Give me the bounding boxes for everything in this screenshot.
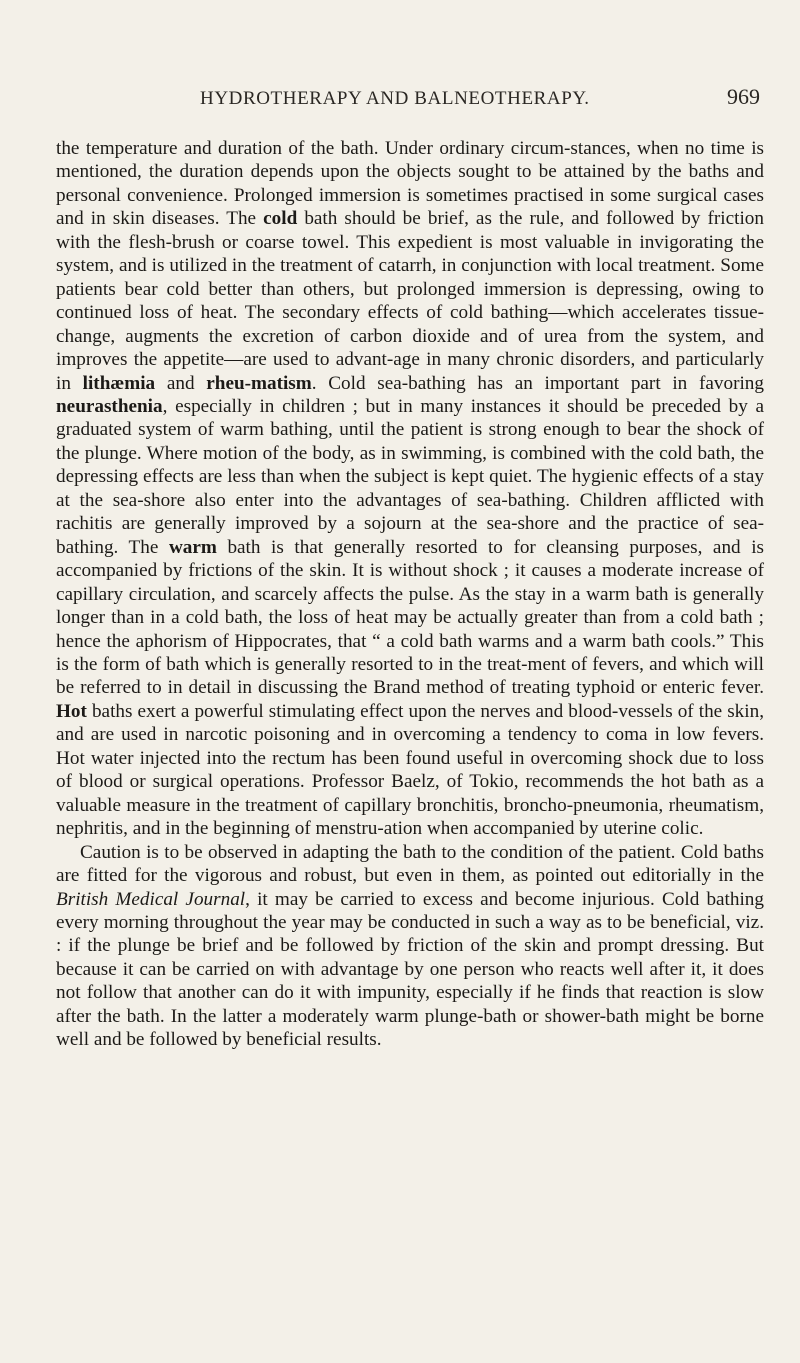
bold-term-hot: Hot [56, 700, 87, 722]
text-run: , especially in children ; but in many instances it should be preceded by a graduated system of warm bathing, until the patient is strong enough to bear the shock of the plunge. Where motion of the body, as in swimming, is combined with the cold bath, the depressing effects are less than when the subject is kept quiet. The hygienic effects of a stay at the sea-shore also enter into the advantages of sea-bathing. Children afflicted with rachitis are generally improved by a sojourn at the sea-shore and the practice of sea-bathing. The [56, 395, 764, 558]
running-head: HYDROTHERAPY AND BALNEOTHERAPY. [200, 88, 590, 109]
bold-term-cold: cold [263, 208, 298, 230]
bold-term-neurasthenia: neurasthenia [56, 395, 163, 417]
journal-title: British Medical Journal [56, 888, 246, 910]
bold-term-lithaemia: lithæmia [82, 372, 156, 394]
text-run: , it may be carried to excess and become injurious. Cold bathing every morning throughout the year may be conducted in such a way as to be beneficial, viz. : if the plunge be brief and be followed by friction of the skin and prompt dressing. But because it can be carried on with advantage by one person who reacts well after it, it does not follow that another can do it with impunity, especially if he finds that reaction is slow after the bath. In the latter a moderately warm plunge-bath or shower-bath might be borne well and be followed by beneficial results. [56, 888, 764, 1051]
page-number: 969 [727, 84, 760, 109]
text-run: and [155, 372, 207, 394]
paragraph-2 [56, 841, 764, 1052]
text-run: bath should be brief, as the rule, and followed by friction with the flesh-brush or coarse towel. This expedient is most valuable in invigorating the system, and is utilized in the treatment of catarrh, in conjunction with local treatment. Some patients bear cold better than others, but prolonged immersion is depressing, owing to continued loss of heat. The secondary effects of cold bathing—which accelerates tissue-change, augments the excretion of carbon dioxide and of urea from the system, and improves the appetite—are used to advant-age in many chronic disorders, and particularly in [56, 208, 764, 394]
text-run: the temperature and duration of the bath. Under ordinary circum-stances, when no time is mentioned, the duration depends upon the objects sought to be attained by the baths and personal convenience. Prolonged immersion is sometimes practised in some surgical cases and in skin diseases. The [56, 138, 764, 230]
text-run: bath is that generally resorted to for cleansing purposes, and is accompanied by frictions of the skin. It is without shock ; it causes a moderate increase of capillary circulation, and scarcely affects the pulse. As the stay in a warm bath is generally longer than in a cold bath, the loss of heat may be actually greater than from a cold bath ; hence the aphorism of Hippocrates, that “ a cold bath warms and a warm bath cools.” This is the form of bath which is generally resorted to in the treat-ment of fevers, and which will be referred to in detail in discussing the Brand method of treating typhoid or enteric fever. [56, 536, 764, 699]
bold-term-rheumatism: rheu-matism [206, 372, 312, 394]
bold-term-warm: warm [168, 536, 217, 558]
text-run: Caution is to be observed in adapting the bath to the condition of the patient. Cold baths are fitted for the vigorous and robust, but even in them, as pointed out editorially in the [56, 841, 764, 887]
body-text [56, 137, 764, 1052]
text-run: baths exert a powerful stimulating effect upon the nerves and blood-vessels of the skin, and are used in narcotic poisoning and in overcoming a tendency to coma in low fevers. Hot water injected into the rectum has been found useful in overcoming shock due to loss of blood or surgical operations. Professor Baelz, of Tokio, recommends the hot bath as a valuable measure in the treatment of capillary bronchitis, broncho-pneumonia, rheumatism, nephritis, and in the beginning of menstru-ation when accompanied by uterine colic. [56, 700, 764, 840]
paragraph-1 [56, 137, 764, 841]
text-run: . Cold sea-bathing has an important part in favoring [311, 372, 764, 394]
